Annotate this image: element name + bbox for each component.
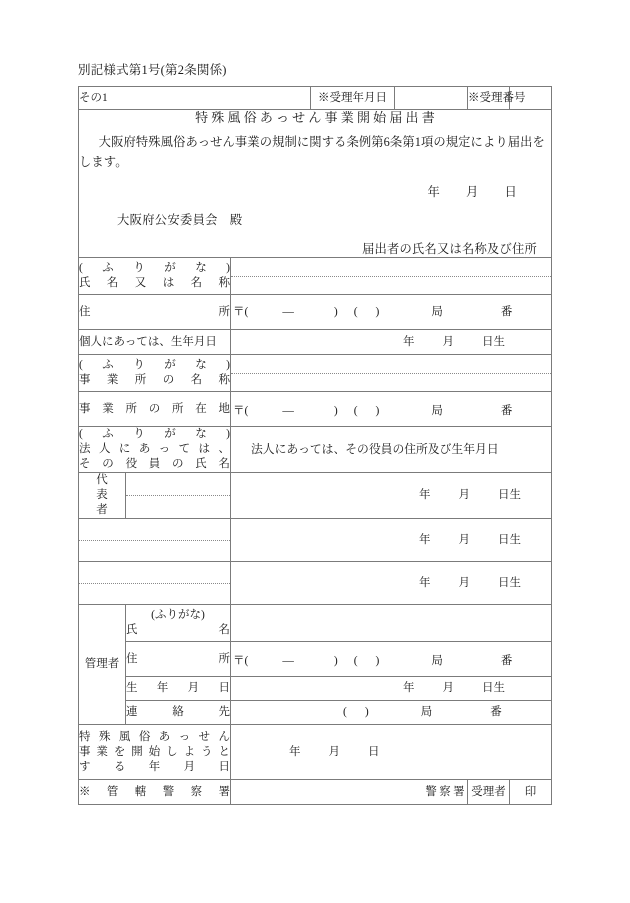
day-birth-token: 日生: [498, 576, 522, 589]
birthdate-pattern[interactable]: [231, 335, 551, 350]
month-token: 月: [458, 576, 471, 589]
rep-name-input-2[interactable]: [79, 541, 230, 558]
kyoku-token: 局: [431, 654, 443, 667]
receipt-number-value[interactable]: [510, 87, 552, 110]
paren-close-1: ): [333, 305, 338, 318]
dash-token: —: [282, 654, 294, 667]
sono-label: その1: [79, 87, 311, 110]
month-token: 月: [458, 489, 471, 501]
name-furigana-input[interactable]: [231, 259, 551, 277]
rep-birthdate-pattern-3[interactable]: [231, 576, 551, 591]
paren-close-2: ): [375, 404, 380, 417]
address-postal-pattern[interactable]: [231, 305, 551, 320]
manager-name-value-cell[interactable]: [231, 605, 552, 642]
form-number: 別記様式第1号(第2条関係): [78, 63, 227, 77]
year-token: 年: [419, 576, 431, 589]
ban-token: 番: [500, 305, 513, 318]
paren-close-2: ): [375, 305, 380, 318]
name-value-cell[interactable]: [231, 258, 552, 295]
representative-row-1: [79, 473, 552, 519]
month-token: 月: [458, 533, 471, 546]
receiver-label: 受理者: [468, 780, 510, 805]
police-station-suffix: 警察署: [425, 785, 468, 798]
month-token: 月: [442, 682, 455, 694]
manager-address-label: 住所: [126, 652, 230, 665]
dash-token: —: [282, 305, 294, 318]
receipt-date-value[interactable]: [395, 87, 468, 110]
year-token: 年: [403, 335, 415, 348]
individual-birthdate-row: [79, 330, 552, 355]
manager-postal-pattern[interactable]: [231, 654, 551, 669]
day-birth-token: 日生: [498, 489, 522, 501]
paren-close-1: ): [333, 654, 338, 667]
office-furigana-input[interactable]: [231, 356, 551, 374]
rep-birthdate-pattern-2[interactable]: [231, 533, 551, 548]
paren-open-1: (: [244, 404, 249, 417]
start-date-label-line3: する年月日: [79, 760, 230, 773]
paren-open-2: (: [343, 706, 347, 718]
rep-name-input-1[interactable]: [126, 496, 230, 513]
name-input[interactable]: [231, 277, 551, 294]
rep-furigana-input-3[interactable]: [79, 566, 230, 584]
month-token: 月: [466, 185, 479, 199]
intro-body-text: 大阪府特殊風俗あっせん事業の規制に関する条例第6条第1項の規定により届出をします。: [79, 135, 545, 169]
representative-address-cell-1[interactable]: [231, 473, 552, 519]
rep-char-1: 代: [96, 474, 108, 486]
dash-token: —: [282, 404, 294, 417]
ban-token: 番: [500, 654, 513, 667]
receipt-number-label: ※受理番号: [468, 87, 510, 110]
office-name-value-cell[interactable]: [231, 355, 552, 392]
start-date-value-cell[interactable]: [231, 725, 552, 780]
business-start-date-row: [79, 725, 552, 780]
start-date-pattern[interactable]: [231, 745, 551, 760]
manager-address-row: [79, 642, 552, 677]
individual-birth-value[interactable]: [231, 330, 552, 355]
name-label-cell: [79, 258, 231, 295]
day-token: 日: [368, 745, 380, 758]
representative-row-3: [79, 562, 552, 605]
seal-label[interactable]: 印: [510, 780, 552, 805]
address-value-cell[interactable]: [231, 295, 552, 330]
submitter-label: 届出者の氏名又は名称及び住所: [362, 242, 538, 256]
manager-furigana-label: (ふりがな): [151, 609, 205, 621]
manager-name-label-cell: [126, 605, 231, 642]
name-or-title-label: 氏名又は名称: [79, 277, 230, 289]
rep-birthdate-pattern-1[interactable]: [231, 488, 551, 503]
name-furigana-row: [79, 258, 552, 295]
representative-address-cell-3[interactable]: [231, 562, 552, 605]
postal-mark: 〒: [233, 654, 245, 667]
manager-birth-label-cell: [126, 677, 231, 701]
manager-phone-pattern[interactable]: [231, 705, 551, 720]
address-row: [79, 295, 552, 330]
start-date-label-line2: 事業を開始しようと: [79, 745, 230, 758]
representative-name-cell-1[interactable]: [126, 473, 231, 519]
office-address-label-cell: [79, 392, 231, 427]
manager-birthdate-row: [79, 677, 552, 701]
start-date-label-line1: 特殊風俗あっせん: [79, 730, 230, 743]
postal-mark: 〒: [233, 404, 245, 417]
jurisdiction-label-cell: [79, 780, 231, 805]
day-birth-token: 日生: [482, 682, 506, 694]
jurisdiction-row: [79, 780, 552, 805]
start-date-label-cell: [79, 725, 231, 780]
corp-officer-furigana-label: (ふりがな): [79, 428, 230, 440]
office-postal-pattern[interactable]: [231, 404, 551, 419]
postal-mark: 〒: [233, 305, 245, 318]
corp-officer-label-line3: その役員の氏名: [79, 458, 230, 470]
year-token: 年: [419, 533, 431, 546]
manager-birth-label: 生年月日: [126, 682, 230, 694]
manager-contact-label: 連絡先: [126, 706, 230, 718]
submission-date-line[interactable]: [79, 185, 551, 200]
addressee-honorific: 殿: [229, 213, 243, 227]
kyoku-token: 局: [420, 706, 433, 718]
rep-char-2: 表: [96, 489, 108, 501]
corporate-officer-header-row: [79, 427, 552, 473]
corporate-officer-label-cell: [79, 427, 231, 473]
rep-furigana-input-2[interactable]: [79, 523, 230, 541]
paren-open-2: (: [353, 404, 358, 417]
manager-address-value-cell[interactable]: [231, 642, 552, 677]
notification-form-table: [78, 86, 552, 805]
rep-char-3: 者: [96, 504, 108, 516]
office-address-row: [79, 392, 552, 427]
office-address-label: 事業所の所在地: [79, 402, 230, 415]
addressee-name: 大阪府公安委員会: [117, 213, 218, 227]
manager-label: 管理者: [79, 605, 126, 725]
representative-row-2: [79, 519, 552, 562]
addressee-line: [79, 213, 551, 228]
manager-contact-label-cell: [126, 701, 231, 725]
ban-token: 番: [490, 706, 502, 718]
paren-open-1: (: [244, 654, 249, 667]
intro-block: [79, 110, 552, 258]
manager-birth-value-cell[interactable]: [231, 677, 552, 701]
month-token: 月: [328, 745, 340, 758]
representative-name-cell-3[interactable]: [79, 562, 231, 605]
office-address-value-cell[interactable]: [231, 392, 552, 427]
paren-close-2: ): [375, 654, 380, 667]
kyoku-token: 局: [431, 305, 443, 318]
address-label: 住所: [79, 305, 230, 318]
individual-birth-label: 個人にあっては、生年月日: [79, 330, 231, 355]
year-token: 年: [289, 745, 301, 758]
receipt-date-label: ※受理年月日: [311, 87, 395, 110]
corp-officer-note: 法人にあっては、その役員の住所及び生年月日: [251, 441, 499, 456]
office-furigana-label: (ふりがな): [79, 359, 230, 371]
paren-close-1: ): [333, 404, 338, 417]
office-name-input[interactable]: [231, 374, 551, 391]
manager-birthdate-pattern[interactable]: [231, 681, 551, 696]
manager-name-row: [79, 605, 552, 642]
paren-open-1: (: [244, 305, 249, 318]
day-birth-token: 日生: [482, 335, 506, 348]
manager-address-label-cell: [126, 642, 231, 677]
furigana-label: (ふりがな): [79, 262, 230, 274]
office-name-label: 事業所の名称: [79, 374, 230, 386]
manager-contact-row: [79, 701, 552, 725]
corporate-officer-note-cell: [231, 427, 552, 473]
year-token: 年: [403, 682, 415, 694]
address-label-cell: [79, 295, 231, 330]
manager-name-label: 氏名: [126, 624, 230, 636]
month-token: 月: [442, 335, 455, 348]
intro-row: [79, 110, 552, 258]
document-title: 特殊風俗あっせん事業開始届出書: [195, 110, 438, 125]
office-name-label-cell: [79, 355, 231, 392]
representative-address-cell-2[interactable]: [231, 519, 552, 562]
paren-close-2: ): [364, 706, 369, 718]
ban-token: 番: [500, 404, 513, 417]
year-token: 年: [419, 489, 431, 501]
jurisdiction-label: ※管轄警察署: [79, 785, 230, 798]
paren-open-2: (: [353, 654, 358, 667]
police-station-value-cell[interactable]: [231, 780, 468, 805]
office-name-row: [79, 355, 552, 392]
day-token: 日: [504, 185, 518, 199]
representative-label: [79, 473, 126, 519]
day-birth-token: 日生: [498, 533, 522, 546]
paren-open-2: (: [353, 305, 358, 318]
year-token: 年: [427, 185, 441, 199]
representative-name-cell-2[interactable]: [79, 519, 231, 562]
manager-contact-value-cell[interactable]: [231, 701, 552, 725]
rep-name-input-3[interactable]: [79, 584, 230, 601]
corp-officer-label-line2: 法人にあっては、: [79, 443, 230, 455]
receipt-header-row: [79, 87, 552, 110]
rep-furigana-input-1[interactable]: [126, 478, 230, 496]
kyoku-token: 局: [431, 404, 443, 417]
